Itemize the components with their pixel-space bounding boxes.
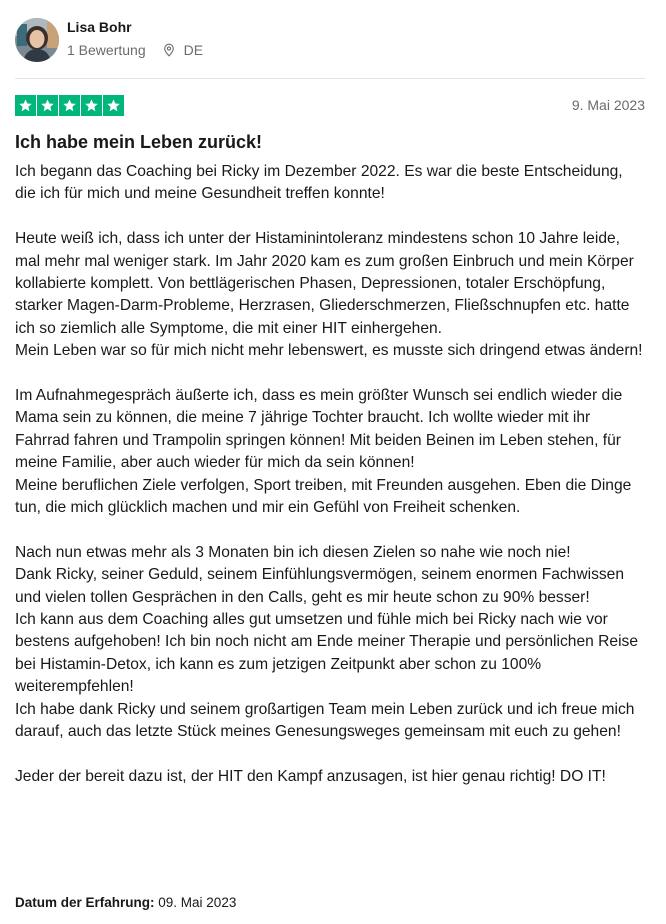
review-body bbox=[15, 161, 647, 788]
review-count: 1 Bewertung bbox=[67, 42, 146, 58]
star-icon bbox=[15, 95, 36, 116]
reviewer-name[interactable]: Lisa Bohr bbox=[67, 19, 132, 35]
paragraph-spacer bbox=[15, 744, 647, 766]
experience-date-row bbox=[15, 894, 236, 912]
review-paragraph: Jeder der bereit dazu ist, der HIT den Kampf anzusagen, ist hier genau richtig! DO IT! bbox=[15, 767, 606, 785]
reviewer-info bbox=[67, 21, 203, 59]
star-rating bbox=[15, 95, 124, 116]
paragraph-spacer bbox=[15, 363, 647, 385]
review-paragraph: Dank Ricky, seiner Geduld, seinem Einfühlungsvermögen, seinem enormen Fachwissen und vielen tollen Gesprächen in den Calls, geht es mir heute schon zu 90% besser! bbox=[15, 566, 625, 606]
reviewer-location bbox=[162, 41, 203, 59]
rating-row bbox=[15, 94, 645, 116]
review-paragraph: Ich kann aus dem Coaching alles gut umsetzen und fühle mich bei Ricky nach wie vor bestens aufgehoben! Ich bin noch nicht am Ende meiner Therapie und persönlichen Reise bei Histamin-Detox, ich kann es zum jetzigen Zeitpunkt aber schon zu 100% weiterempfehlen! bbox=[15, 611, 639, 696]
review-paragraph: Im Aufnahmegespräch äußerte ich, dass es mein größter Wunsch sei endlich wieder die Mama sein zu können, die meine 7 jährige Tochter braucht. Ich wollte wieder mit ihr Fahrrad fahren und Trampolin springen können! Mit beiden Beinen im Leben stehen, für meine Familie, aber auch wieder für mich da sein können! bbox=[15, 387, 623, 472]
experience-label: Datum der Erfahrung: bbox=[15, 895, 155, 910]
review-paragraph: Ich begann das Coaching bei Ricky im Dezember 2022. Es war die beste Entscheidung, die ich für mich und meine Gesundheit treffen konnte! bbox=[15, 163, 623, 203]
review-title[interactable]: Ich habe mein Leben zurück! bbox=[15, 132, 263, 152]
review-date: 9. Mai 2023 bbox=[571, 97, 645, 113]
star-icon bbox=[81, 95, 102, 116]
paragraph-spacer bbox=[15, 519, 647, 541]
country-code: DE bbox=[183, 42, 204, 58]
review-paragraph: Heute weiß ich, dass ich unter der Histaminintoleranz mindestens schon 10 Jahre leide, mal mehr mal weniger stark. Im Jahr 2020 kam es zum großen Einbruch und mein Körper kollabierte komplett. Von bettlägerischen Phasen, Depressionen, totaler Erschöpfung, starker Magen-Darm-Probleme, Herzrasen, Gliederschmerzen, Fließschnupfen etc. hatte ich so ziemlich alle Symptome, die mit einer HIT einhergehen. bbox=[15, 230, 634, 337]
review-paragraph: Meine beruflichen Ziele verfolgen, Sport treiben, mit Freunden ausgehen. Eben die Dinge tun, die mich glücklich machen und mir ein Gefühl von Freiheit schenken. bbox=[15, 476, 632, 517]
avatar[interactable] bbox=[15, 18, 59, 62]
star-icon bbox=[59, 95, 80, 116]
star-icon bbox=[103, 95, 124, 116]
location-pin-icon bbox=[162, 43, 176, 57]
experience-date: 09. Mai 2023 bbox=[158, 895, 237, 910]
review-paragraph: Nach nun etwas mehr als 3 Monaten bin ich diesen Zielen so nahe wie noch nie! bbox=[15, 543, 571, 561]
star-icon bbox=[37, 95, 58, 116]
divider bbox=[15, 78, 645, 79]
paragraph-spacer bbox=[15, 206, 647, 228]
review-paragraph: Mein Leben war so für mich nicht mehr lebenswert, es musste sich dringend etwas ändern! bbox=[15, 342, 643, 360]
reviewer-header bbox=[15, 18, 203, 62]
review-paragraph: Ich habe dank Ricky und seinem großartigen Team mein Leben zurück und ich freue mich darauf, auch das letzte Stück meines Genesungsweges gemeinsam mit euch zu gehen! bbox=[15, 700, 635, 741]
reviewer-meta bbox=[67, 41, 203, 59]
